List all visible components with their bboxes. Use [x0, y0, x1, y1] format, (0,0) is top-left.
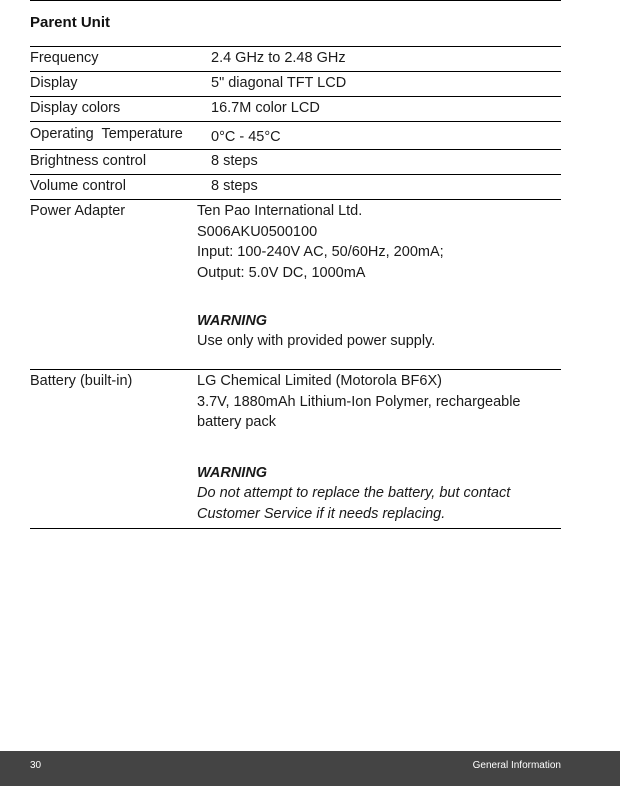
spec-label: Power Adapter [30, 203, 126, 219]
spec-row-operating-temperature [30, 122, 561, 150]
spec-value: 0°C - 45°C [211, 129, 281, 145]
spec-label: Display colors [30, 100, 121, 116]
spec-value: 2.4 GHz to 2.48 GHz [211, 50, 346, 66]
spec-value-block [197, 200, 561, 352]
spec-row-brightness-control [30, 150, 561, 175]
spec-label: Operating Temperature [30, 126, 183, 142]
spec-label: Battery (built-in) [30, 373, 133, 389]
spec-value: 8 steps [211, 178, 258, 194]
spec-value: 8 steps [211, 153, 258, 169]
page-number: 30 [30, 760, 42, 771]
spec-row-display [30, 72, 561, 97]
spec-value-block [197, 370, 561, 525]
spec-value: 5" diagonal TFT LCD [211, 75, 347, 91]
spec-row-display-colors [30, 97, 561, 122]
battery-spec: 3.7V, 1880mAh Lithium-Ion Polymer, rechargeable [197, 393, 521, 410]
warning-text-line: Do not attempt to replace the battery, but contact [197, 484, 511, 501]
battery-spec-continued: battery pack [197, 414, 276, 430]
footer-section-title: General Information [472, 760, 561, 771]
top-divider [30, 0, 561, 1]
adapter-output: Output: 5.0V DC, 1000mA [197, 264, 366, 281]
adapter-manufacturer: Ten Pao International Ltd. [197, 203, 363, 219]
adapter-model: S006AKU0500100 [197, 223, 318, 240]
adapter-input: Input: 100-240V AC, 50/60Hz, 200mA; [197, 244, 444, 260]
spec-row-volume-control [30, 175, 561, 200]
section-title: Parent Unit [30, 14, 111, 31]
spec-row-battery [30, 370, 561, 529]
spec-label: Frequency [30, 50, 99, 66]
spec-label: Volume control [30, 178, 126, 194]
page-footer [0, 751, 620, 786]
battery-manufacturer: LG Chemical Limited (Motorola BF6X) [197, 373, 442, 389]
spec-table [30, 46, 561, 529]
warning-heading: WARNING [197, 464, 268, 481]
spec-value: 16.7M color LCD [211, 100, 320, 116]
spec-row-power-adapter [30, 200, 561, 370]
spec-row-frequency [30, 47, 561, 72]
spec-label: Display [30, 75, 78, 91]
warning-heading: WARNING [197, 313, 268, 329]
warning-text: Use only with provided power supply. [197, 333, 436, 349]
spec-label: Brightness control [30, 153, 147, 169]
warning-text-line: Customer Service if it needs replacing. [197, 505, 446, 522]
